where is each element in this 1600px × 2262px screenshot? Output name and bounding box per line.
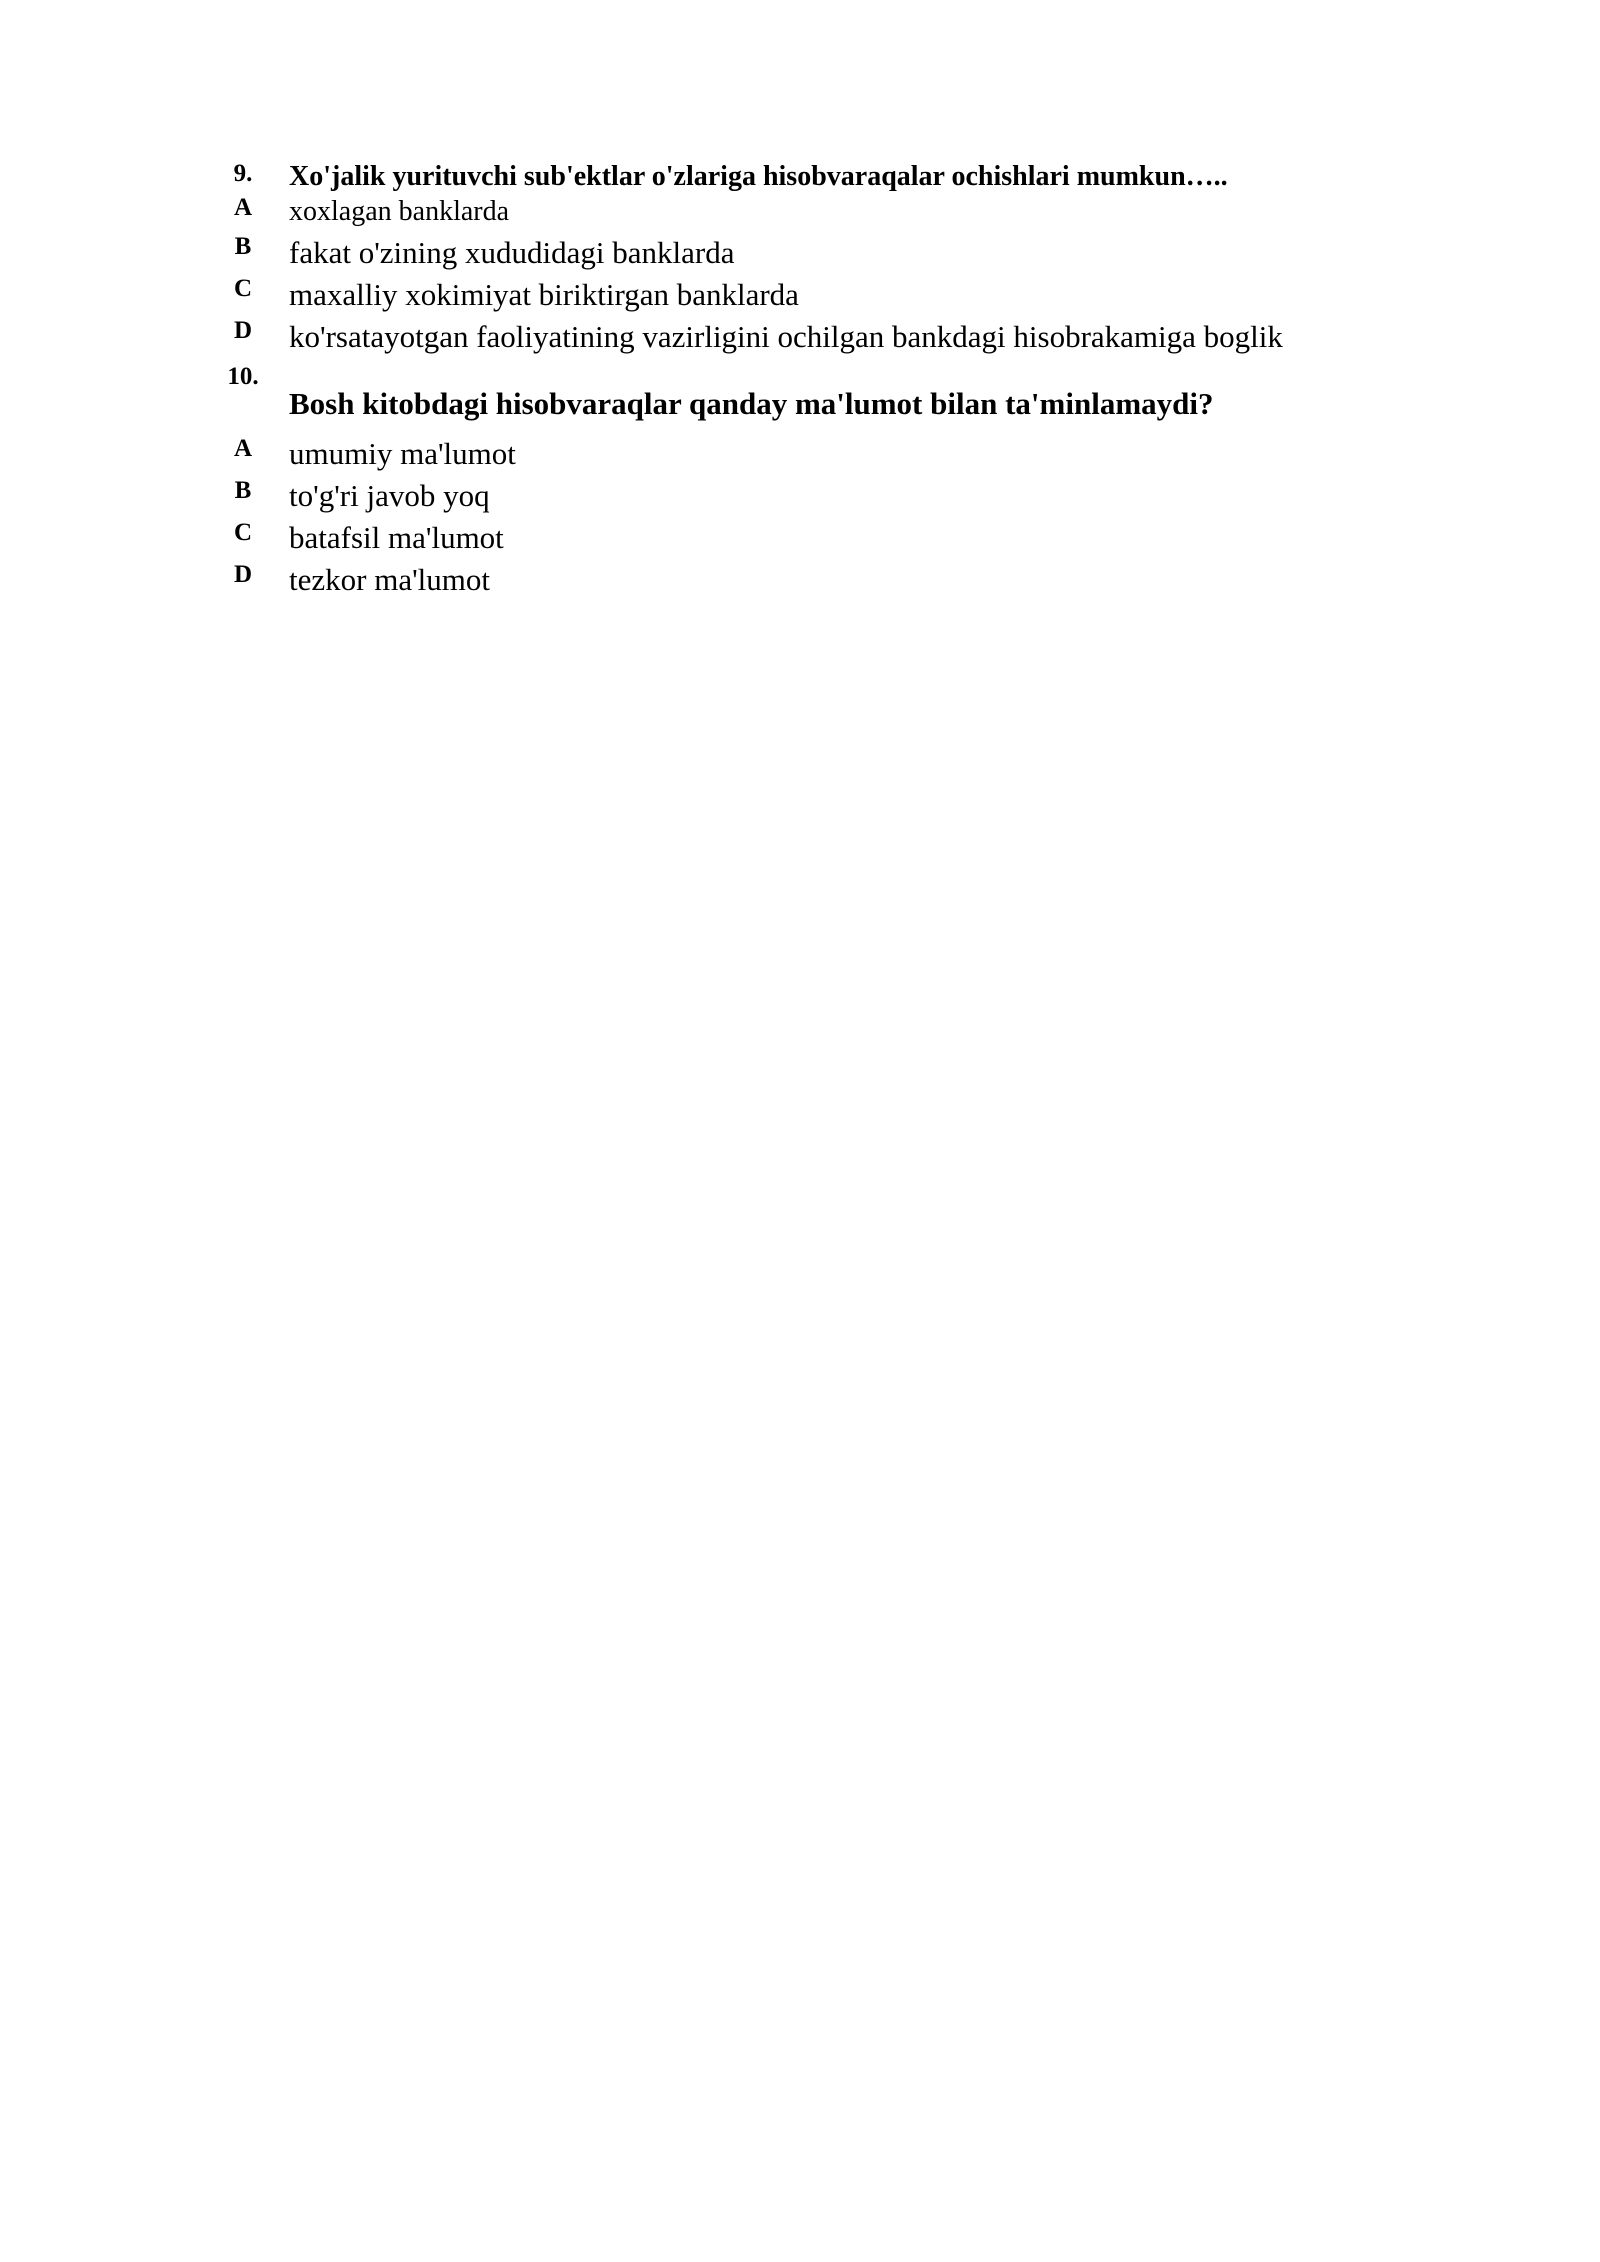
option-b [226,232,1406,274]
option-letter: D [233,561,253,588]
option-d [226,559,1406,601]
option-letter: C [233,519,253,546]
option-c [226,517,1406,559]
option-letter: D [233,317,253,344]
option-a [226,433,1406,475]
question-row [226,158,1406,194]
option-text: maxalliy xokimiyat biriktirgan banklarda [289,277,799,312]
option-text: umumiy ma'lumot [289,436,516,471]
question-row [226,361,1406,433]
option-text: tezkor ma'lumot [289,562,491,597]
option-text: ko'rsatayotgan faoliyatining vazirligini ochilgan bankdagi hisobrakamiga boglik [289,319,1283,354]
option-letter: A [233,435,253,462]
option-letter: A [233,194,253,221]
option-text: to'g'ri javob yoq [289,478,490,513]
option-text: fakat o'zining xududidagi banklarda [289,235,735,270]
question-number: 9. [233,160,253,187]
option-b [226,475,1406,517]
option-letter: B [234,233,252,260]
option-c [226,274,1406,316]
question-9 [226,158,1406,358]
option-letter: B [234,477,252,504]
option-letter: C [233,275,253,302]
question-10 [226,361,1406,601]
question-text: Bosh kitobdagi hisobvaraqlar qanday ma'lumot bilan ta'minlamaydi? [289,386,1214,421]
question-text: Xo'jalik yurituvchi sub'ektlar o'zlariga hisobvaraqalar ochishlari mumkun….. [289,161,1228,192]
option-a [226,194,1406,232]
option-d [226,316,1406,358]
option-text: batafsil ma'lumot [289,520,504,555]
question-number: 10. [227,363,259,390]
option-text: xoxlagan banklarda [289,196,510,227]
